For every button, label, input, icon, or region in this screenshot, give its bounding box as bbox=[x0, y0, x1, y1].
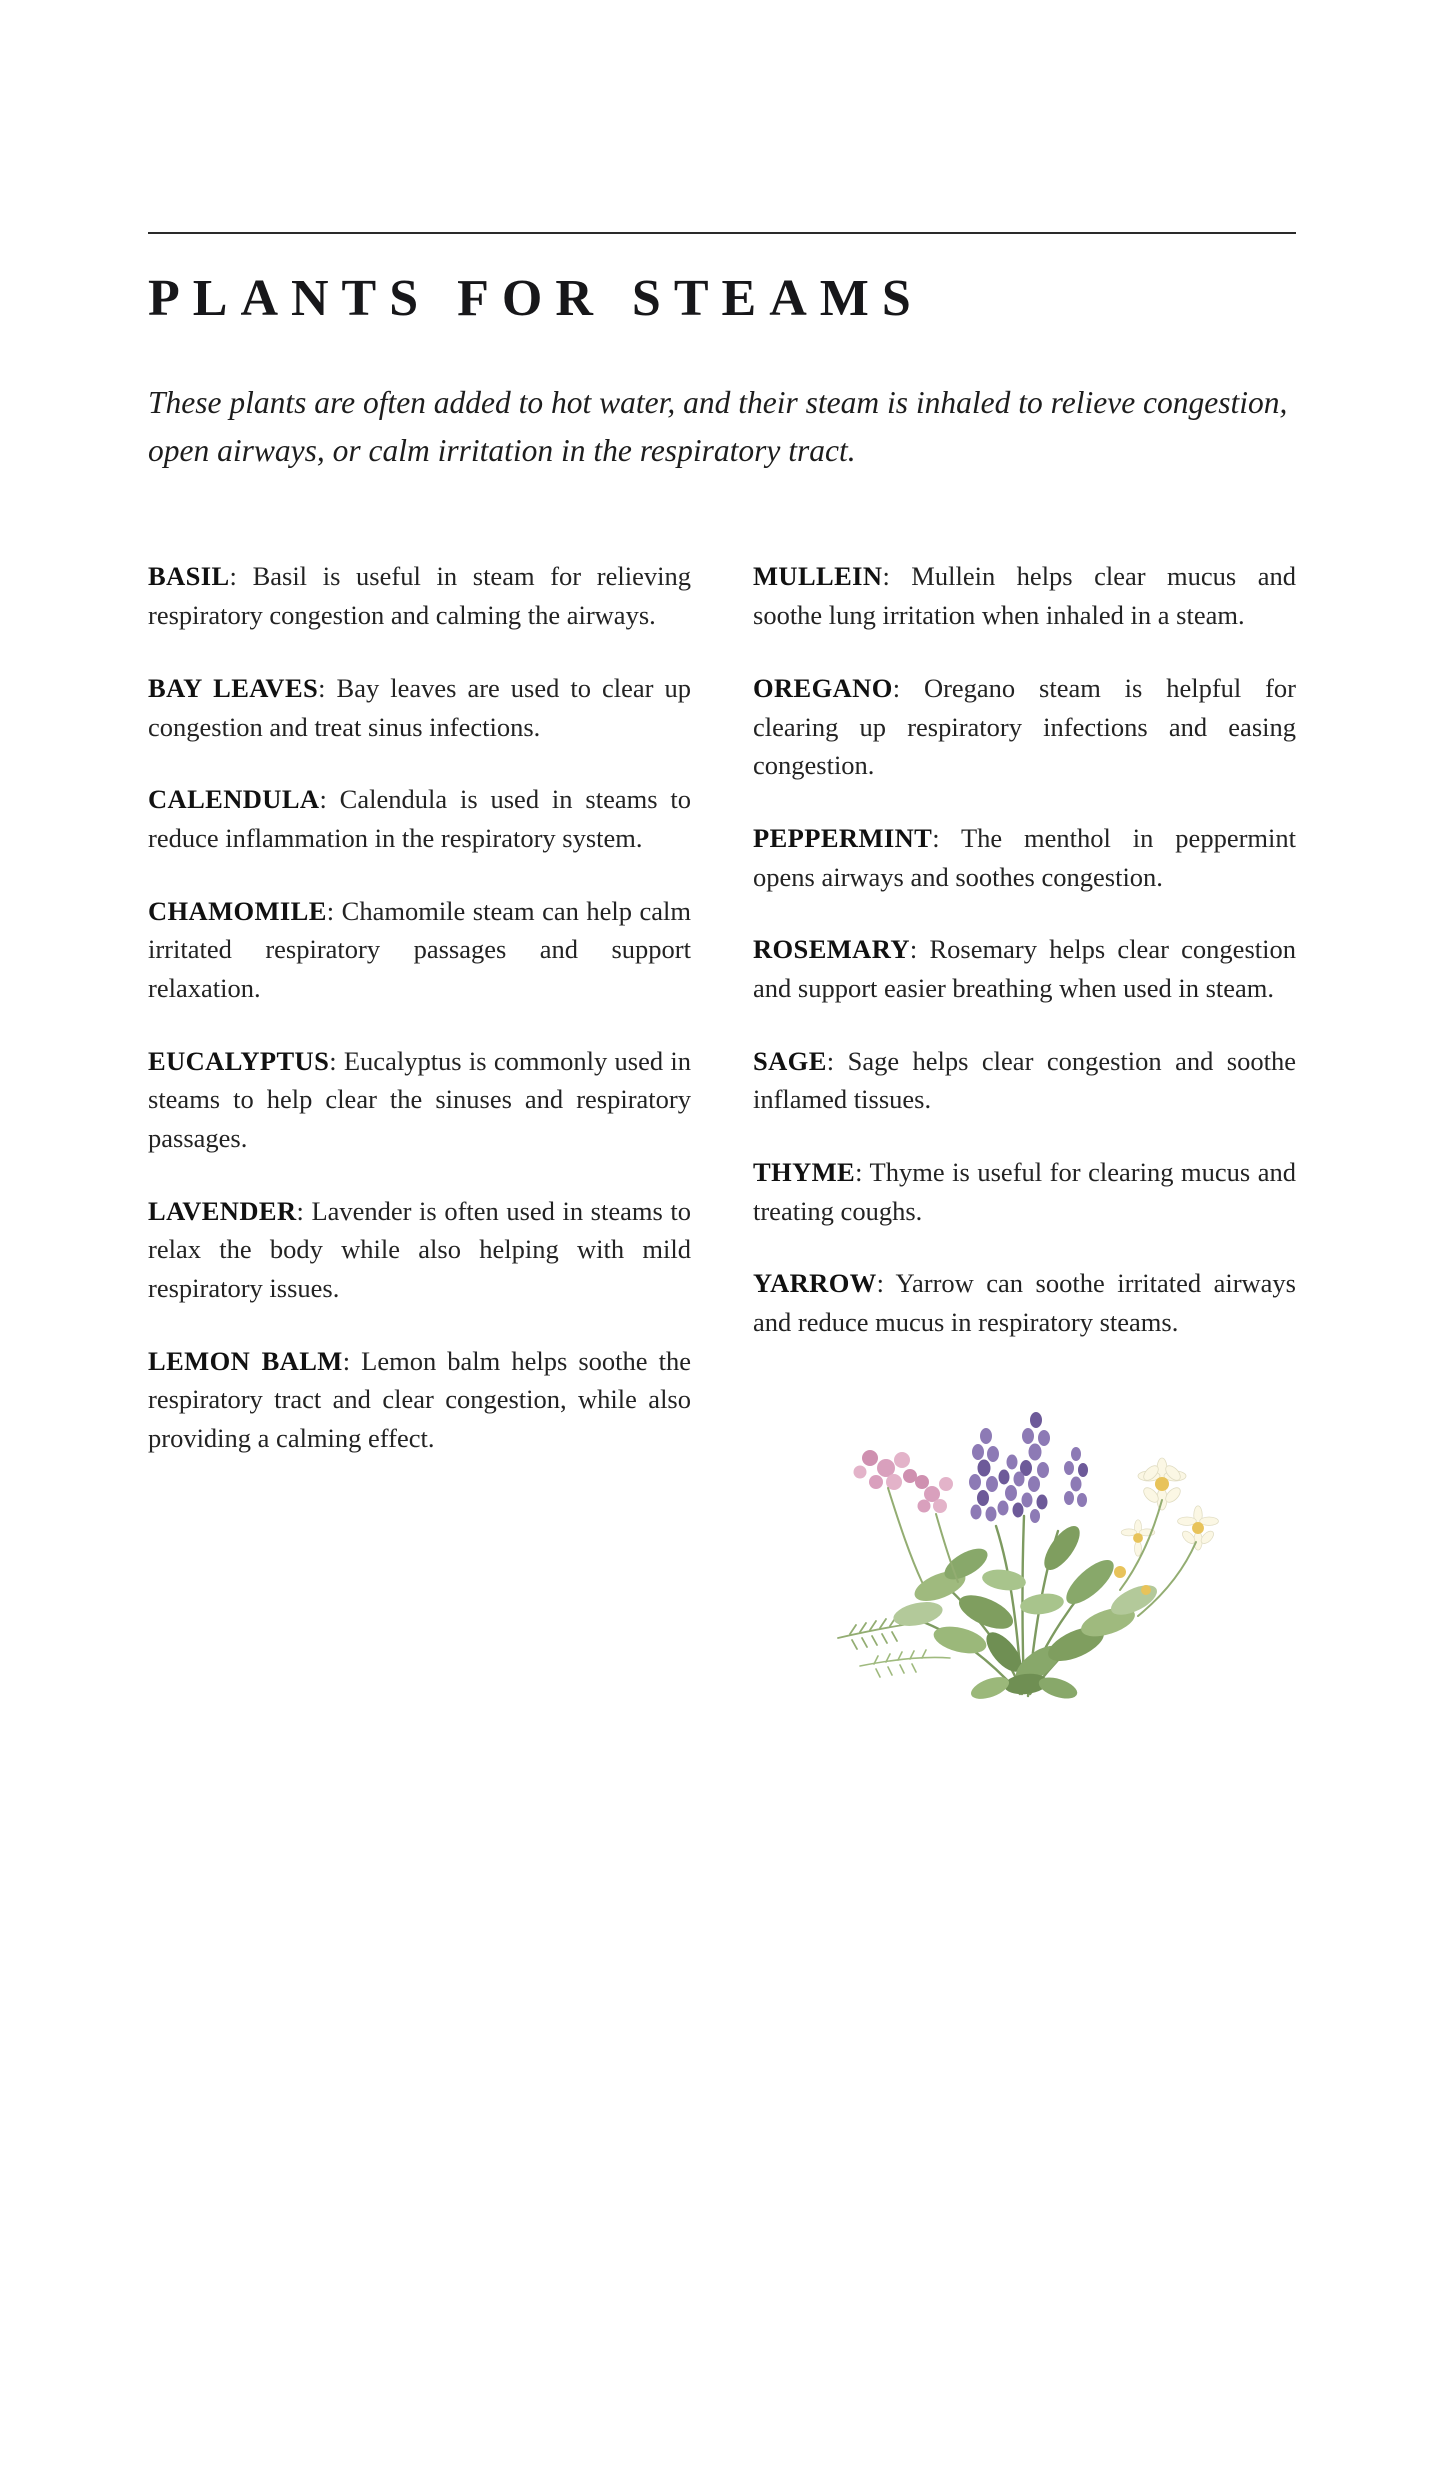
plant-description: : Chamomile steam can help calm irritated respiratory passages and support relaxation. bbox=[148, 895, 691, 1003]
plant-description: : Yarrow can soothe irritated airways and reduce mucus in respiratory steams. bbox=[753, 1268, 1296, 1338]
plant-name: ROSEMARY bbox=[753, 934, 910, 965]
page-title: PLANTS FOR STEAMS bbox=[148, 270, 924, 327]
plant-name: BAY LEAVES bbox=[148, 672, 319, 703]
plant-description: : Sage helps clear congestion and soothe inflamed tissues. bbox=[753, 1045, 1296, 1115]
plant-name: SAGE bbox=[753, 1045, 827, 1076]
list-item bbox=[753, 1264, 1296, 1341]
plant-description: : Thyme is useful for clearing mucus and treating coughs. bbox=[753, 1157, 1296, 1226]
list-item bbox=[753, 669, 1296, 785]
plant-name: BASIL bbox=[148, 561, 230, 592]
plant-name: EUCALYPTUS bbox=[148, 1045, 330, 1076]
right-column bbox=[753, 531, 1296, 1706]
plant-description: : Oregano steam is helpful for clearing up respiratory infections and easing congestion. bbox=[753, 672, 1296, 781]
plant-name: LEMON BALM bbox=[148, 1345, 343, 1376]
plant-description: : Basil is useful in steam for relieving respiratory congestion and calming the airways. bbox=[148, 561, 691, 631]
left-column bbox=[148, 531, 691, 1706]
plant-name: CHAMOMILE bbox=[148, 895, 327, 926]
list-item bbox=[148, 1042, 691, 1158]
plant-name: YARROW bbox=[753, 1268, 877, 1299]
plant-name: PEPPERMINT bbox=[753, 822, 933, 853]
plant-description: : Lemon balm helps soothe the respiratory tract and clear congestion, while also providing a calming effect. bbox=[148, 1345, 691, 1454]
list-item bbox=[753, 930, 1296, 1007]
herb-bouquet-illustration bbox=[753, 1376, 1296, 1706]
list-item bbox=[148, 1192, 691, 1308]
plant-description: : The menthol in peppermint opens airways and soothes congestion. bbox=[753, 822, 1296, 892]
list-item bbox=[753, 819, 1296, 896]
document-page bbox=[0, 232, 1445, 2465]
plant-name: OREGANO bbox=[753, 672, 893, 703]
plant-description: : Calendula is used in steams to reduce inflammation in the respiratory system. bbox=[148, 784, 691, 853]
plant-name: THYME bbox=[753, 1157, 856, 1187]
plant-description: : Bay leaves are used to clear up congestion and treat sinus infections. bbox=[148, 672, 691, 742]
title-divider bbox=[148, 232, 1296, 234]
list-item bbox=[148, 1342, 691, 1458]
plant-description: : Lavender is often used in steams to relax the body while also helping with mild respiratory issues. bbox=[148, 1195, 691, 1304]
plant-description: : Eucalyptus is commonly used in steams to help clear the sinuses and respiratory passages. bbox=[148, 1045, 691, 1153]
list-item bbox=[753, 557, 1296, 634]
plant-description: : Rosemary helps clear congestion and support easier breathing when used in steam. bbox=[753, 934, 1296, 1003]
plant-list-columns bbox=[148, 531, 1297, 1706]
intro-paragraph: These plants are often added to hot water, and their steam is inhaled to relieve congestion, open airways, or calm irritation in the respiratory tract. bbox=[148, 385, 1288, 469]
list-item bbox=[148, 892, 691, 1008]
list-item bbox=[753, 1153, 1296, 1230]
plant-description: : Mullein helps clear mucus and soothe lung irritation when inhaled in a steam. bbox=[753, 561, 1296, 631]
plant-name: MULLEIN bbox=[753, 561, 883, 592]
plant-name: LAVENDER bbox=[148, 1195, 297, 1226]
list-item bbox=[148, 669, 691, 746]
list-item bbox=[148, 780, 691, 857]
list-item bbox=[148, 557, 691, 634]
plant-name: CALENDULA bbox=[148, 784, 320, 815]
list-item bbox=[753, 1042, 1296, 1119]
